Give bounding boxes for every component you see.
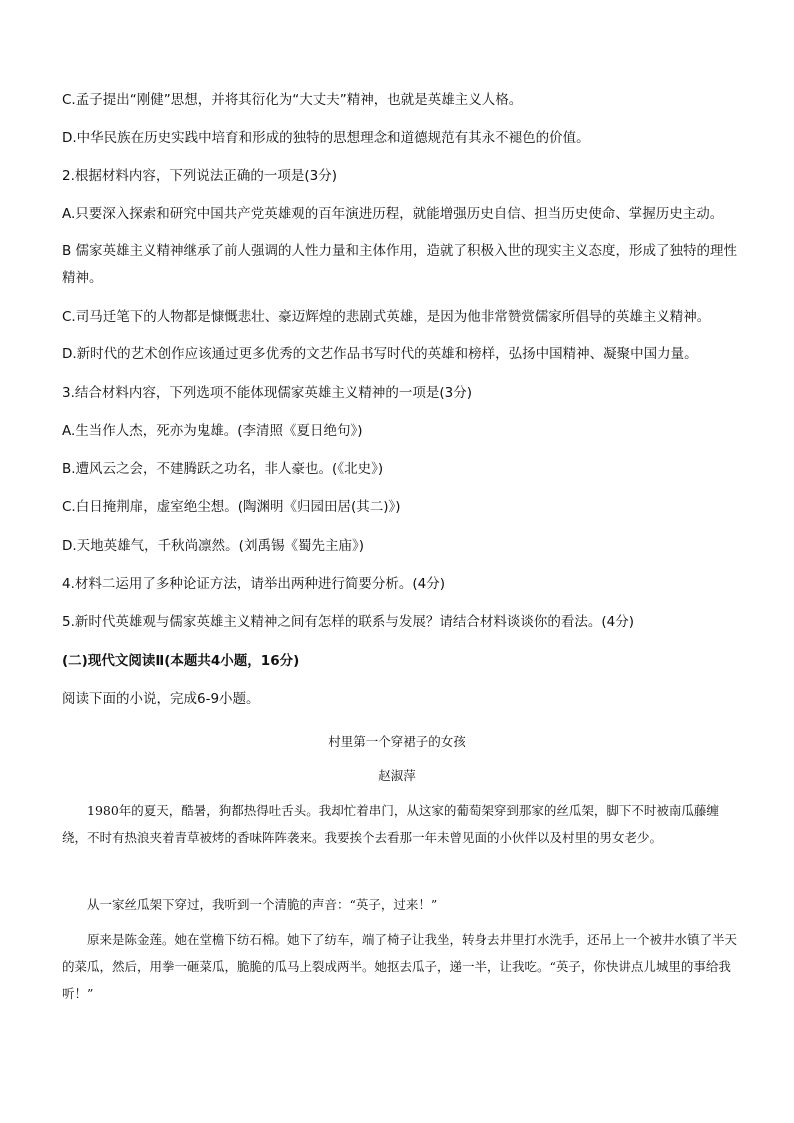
- section-instruction: 阅读下面的小说，完成6-9小题。: [62, 691, 260, 707]
- story-title: 村里第一个穿裙子的女孩: [328, 734, 466, 749]
- story-paragraph-1: 1980年的夏天，酷暑，狗都热得吐舌头。我却忙着串门，从这家的葡萄架穿到那家的丝瓜架，脚下不时被南瓜藤缠绕，不时有热浪夹着青草被烤的香味阵阵袭来。我要挨个去看那一年未曾见面的小伙伴以及村里的男女老少。: [62, 803, 719, 845]
- story-paragraph-3: 原来是陈金莲。她在堂檐下纺石棉。她下了纺车，端了椅子让我坐，转身去井里打水洗手，还吊上一个被井水镇了半天的菜瓜，然后，用拳一砸菜瓜，脆脆的瓜马上裂成两半。她抠去瓜子，递一半，让我吃。“英子，你快讲点儿城里的事给我听！”: [62, 932, 738, 1001]
- q2-option-b: B 儒家英雄主义精神继承了前人强调的人性力量和主体作用，造就了积极入世的现实主义态度，形成了独特的理性精神。: [62, 243, 738, 286]
- q1-option-c: C.孟子提出“刚健”思想，并将其衍化为“大丈夫”精神，也就是英雄主义人格。: [62, 92, 523, 108]
- q3-option-c: C.白日掩荆扉，虚室绝尘想。(陶渊明《归园田居(其二)》): [62, 499, 401, 515]
- q3-option-d: D.天地英雄气，千秋尚凛然。(刘禹锡《蜀先主庙》): [62, 538, 364, 554]
- question-4: 4.材料二运用了多种论证方法，请举出两种进行简要分析。(4分): [62, 576, 446, 592]
- section-heading: (二)现代文阅读Ⅱ(本题共4小题，16分): [62, 653, 300, 669]
- story-paragraph-2: 从一家丝瓜架下穿过，我听到一个清脆的声音：“英子，过来！”: [87, 897, 438, 912]
- q2-stem: 2.根据材料内容，下列说法正确的一项是(3分): [62, 168, 338, 184]
- q2-option-a: A.只要深入探索和研究中国共产党英雄观的百年演进历程，就能增强历史自信、担当历史使命、掌握历史主动。: [62, 206, 724, 222]
- story-author: 赵淑萍: [378, 768, 416, 783]
- q3-stem: 3.结合材料内容，下列选项不能体现儒家英雄主义精神的一项是(3分): [62, 385, 473, 401]
- q2-option-d: D.新时代的艺术创作应该通过更多优秀的文艺作品书写时代的英雄和榜样，弘扬中国精神、凝聚中国力量。: [62, 346, 698, 362]
- q2-option-c: C.司马迁笔下的人物都是慷慨悲壮、豪迈辉煌的悲剧式英雄，是因为他非常赞赏儒家所倡导的英雄主义精神。: [62, 309, 711, 325]
- q3-option-a: A.生当作人杰，死亦为鬼雄。(李清照《夏日绝句》): [62, 423, 363, 439]
- q3-option-b: B.遭风云之会，不建腾跃之功名，非人豪也。(《北史》): [62, 461, 384, 477]
- question-5: 5.新时代英雄观与儒家英雄主义精神之间有怎样的联系与发展？请结合材料谈谈你的看法。(4分): [62, 614, 635, 630]
- q1-option-d: D.中华民族在历史实践中培育和形成的独特的思想理念和道德规范有其永不褪色的价值。: [62, 130, 590, 146]
